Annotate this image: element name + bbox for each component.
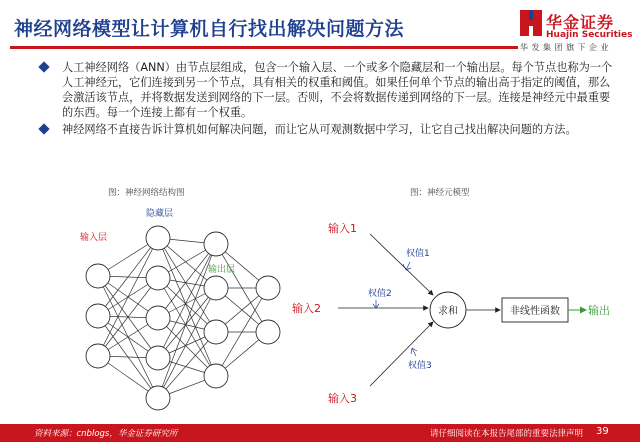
output-layer-label: 输出层 — [208, 265, 236, 275]
network-node — [204, 276, 228, 300]
network-node — [204, 364, 228, 388]
network-node — [86, 304, 110, 328]
sum-label: 求和 — [438, 306, 458, 317]
logo-tagline: 华发集团旗下企业 — [520, 43, 612, 52]
weight1-label: 权值1 — [406, 249, 430, 259]
footer-disclaimer: 请仔细阅读在本报告尾部的重要法律声明 — [430, 429, 584, 439]
bullet-text: 神经网络不直接告诉计算机如何解决问题，而让它从可观测数据中学习，让它自己找出解决问题的方法。 — [62, 123, 577, 136]
right-figure-caption: 图：神经元模型 — [410, 188, 470, 198]
input3-label: 输入3 — [328, 392, 357, 405]
title-rule — [10, 46, 518, 49]
network-node — [204, 320, 228, 344]
weight1-arrow-icon — [403, 262, 411, 270]
page-number: 39 — [596, 426, 609, 437]
network-connection — [98, 238, 158, 356]
diamond-bullet-icon — [38, 61, 49, 72]
input2-label: 输入2 — [292, 302, 321, 315]
weight2-arrow-icon — [373, 300, 379, 308]
network-node — [146, 386, 170, 410]
bullet-item — [40, 60, 614, 120]
neuron-model-diagram — [290, 198, 630, 422]
page-title: 神经网络模型让计算机自行找出解决问题方法 — [14, 18, 405, 40]
input3-arrow — [370, 322, 433, 386]
bullet-item — [40, 122, 614, 137]
hidden-layer-label: 隐藏层 — [146, 209, 174, 219]
weight2-label: 权值2 — [368, 289, 392, 299]
diamond-bullet-icon — [38, 123, 49, 134]
weight3-label: 权值3 — [408, 361, 432, 371]
input1-arrow — [370, 234, 433, 295]
neural-network-diagram — [0, 198, 300, 422]
network-node — [256, 276, 280, 300]
footer-source: 资料来源：cnblogs，华金证券研究所 — [34, 429, 178, 439]
network-node — [146, 226, 170, 250]
bullet-text: 人工神经网络（ANN）由节点层组成，包含一个输入层、一个或多个隐藏层和一个输出层。每个节点也称为一个人工神经元，它们连接到另一个节点，具有相关的权重和阈值。如果任何单个节点的输出高于指定的阈值，那么会激活该节点，并将数据发送到网络的下一层。否则，不会将数据传递到网络的下一层。连接是神经元中最重要的东西。每一个连接上都有一个权重。 — [62, 61, 613, 119]
network-node — [146, 306, 170, 330]
left-figure-caption: 图：神经网络结构图 — [108, 188, 185, 198]
input1-label: 输入1 — [328, 222, 357, 235]
logo-mark-icon — [520, 10, 542, 36]
network-node — [256, 320, 280, 344]
bullet-list — [40, 60, 614, 139]
network-node — [204, 232, 228, 256]
network-connections — [98, 238, 268, 398]
activation-label: 非线性函数 — [510, 306, 560, 317]
network-node — [146, 266, 170, 290]
logo-name-cn: 华金证券 — [546, 13, 615, 32]
input-layer-label: 输入层 — [80, 233, 108, 243]
network-node — [146, 346, 170, 370]
weight3-arrow-icon — [411, 348, 417, 356]
network-node — [86, 264, 110, 288]
network-nodes — [86, 226, 280, 410]
output-label: 输出 — [588, 304, 610, 317]
network-node — [86, 344, 110, 368]
logo-name-en: Huajin Securities — [546, 30, 633, 40]
company-logo — [520, 8, 632, 52]
